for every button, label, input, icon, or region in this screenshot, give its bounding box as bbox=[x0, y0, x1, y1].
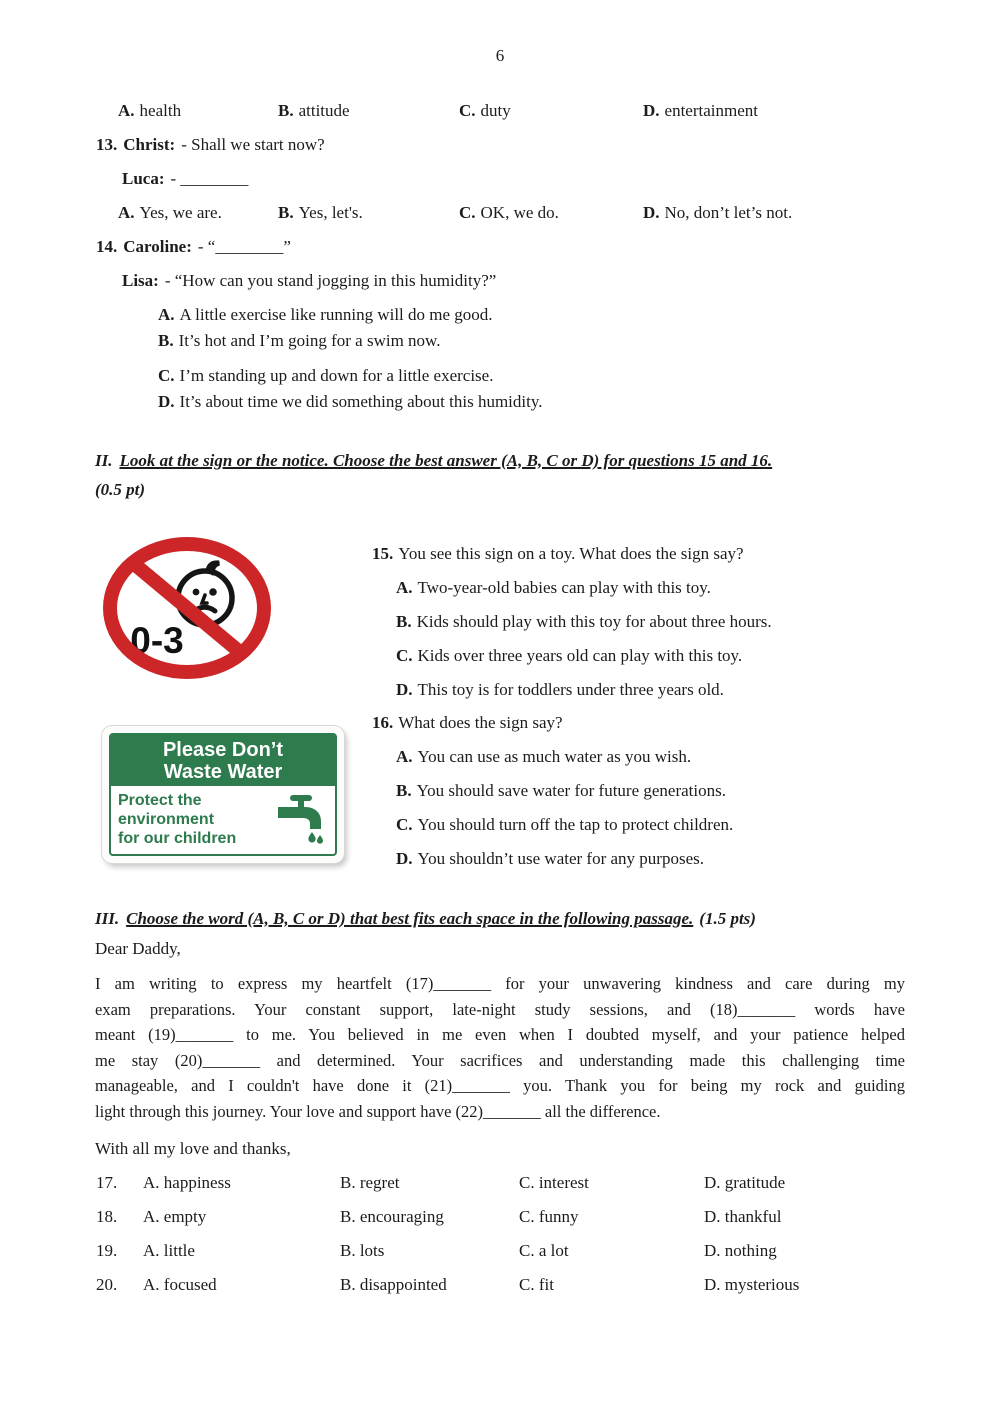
letter-salutation: Dear Daddy, bbox=[95, 939, 181, 958]
option-text: I’m standing up and down for a little exercise. bbox=[179, 366, 494, 385]
question-text: You see this sign on a toy. What does the sign say? bbox=[398, 544, 744, 563]
question-15 bbox=[372, 543, 942, 713]
option-text: You can use as much water as you wish. bbox=[417, 747, 692, 766]
option-c bbox=[459, 100, 643, 122]
option-letter: C. bbox=[158, 366, 175, 385]
question-15-option-d bbox=[396, 679, 942, 701]
option-letter: C. bbox=[459, 203, 476, 222]
option-letter: B. bbox=[158, 331, 174, 350]
option-text: Yes, let's. bbox=[298, 203, 363, 222]
option-text: entertainment bbox=[664, 101, 758, 120]
passage-line: I am writing to express my heartfelt (17)_______ for your unwavering kindness and care during my bbox=[95, 974, 905, 993]
option-text: duty bbox=[480, 101, 511, 120]
option-text: No, don’t let’s not. bbox=[664, 203, 793, 222]
option-text: attitude bbox=[298, 101, 350, 120]
question-14-option-b bbox=[158, 330, 440, 352]
option-text: Kids over three years old can play with this toy. bbox=[417, 646, 743, 665]
sign-body bbox=[111, 786, 335, 854]
question-14-option-c bbox=[158, 365, 493, 387]
section-3-points: (1.5 pts) bbox=[699, 909, 756, 928]
option-letter: B. bbox=[396, 612, 412, 631]
question-13-prompt bbox=[96, 134, 325, 156]
answer-blank: - ________ bbox=[170, 169, 249, 188]
question-15-option-b bbox=[396, 611, 942, 633]
option-a: A. happiness bbox=[143, 1173, 231, 1192]
option-letter: A. bbox=[118, 101, 135, 120]
question-16-option-c bbox=[396, 814, 942, 836]
question-16-option-a bbox=[396, 746, 942, 768]
section-number: II. bbox=[95, 451, 113, 470]
option-c: C. fit bbox=[519, 1275, 554, 1294]
age-restriction-sign bbox=[102, 536, 272, 681]
answer-blank: - “________” bbox=[197, 237, 291, 256]
option-b: B. encouraging bbox=[340, 1207, 444, 1226]
sign-title-line1: Please Don’t bbox=[162, 739, 284, 761]
speaker-name: Caroline: bbox=[123, 237, 192, 256]
option-text: You shouldn’t use water for any purposes. bbox=[417, 849, 704, 868]
section-2-heading bbox=[95, 446, 772, 504]
question-14-option-d bbox=[158, 391, 542, 413]
cloze-number: 19. bbox=[96, 1241, 118, 1260]
question-14-prompt bbox=[96, 236, 291, 258]
water-drop-icon bbox=[308, 832, 315, 843]
option-text: This toy is for toddlers under three years old. bbox=[417, 680, 724, 699]
question-16-option-b bbox=[396, 780, 942, 802]
speaker-name: Lisa: bbox=[122, 271, 159, 290]
cloze-row-18 bbox=[96, 1206, 926, 1230]
question-16-option-d bbox=[396, 848, 942, 870]
sign-title-line2: Waste Water bbox=[163, 761, 283, 783]
page-number: 6 bbox=[495, 46, 505, 65]
question-14-option-a bbox=[158, 304, 493, 326]
option-d bbox=[643, 100, 758, 122]
speaker-text: - “How can you stand jogging in this humidity?” bbox=[164, 271, 497, 290]
cloze-row-19 bbox=[96, 1240, 926, 1264]
cloze-number: 18. bbox=[96, 1207, 118, 1226]
option-text: It’s hot and I’m going for a swim now. bbox=[178, 331, 441, 350]
option-b: B. regret bbox=[340, 1173, 400, 1192]
option-b: B. lots bbox=[340, 1241, 385, 1260]
question-12-options-row bbox=[118, 100, 918, 122]
option-letter: B. bbox=[278, 203, 294, 222]
question-number: 16. bbox=[372, 713, 394, 732]
age-label: 0-3 bbox=[130, 620, 184, 661]
faucet-icon bbox=[274, 794, 330, 846]
dont-waste-water-sign bbox=[102, 726, 344, 863]
option-d: D. gratitude bbox=[704, 1173, 786, 1192]
speaker-name: Luca: bbox=[122, 169, 165, 188]
section-3-heading bbox=[95, 904, 756, 933]
option-letter: D. bbox=[158, 392, 175, 411]
passage-line: manageable, and I couldn't have done it (21)_______ you. Thank you for being my rock and guiding bbox=[95, 1076, 905, 1096]
question-16 bbox=[372, 712, 942, 882]
passage-line: light through this journey. Your love and support have (22)_______ all the difference. bbox=[95, 1101, 661, 1121]
option-d: D. nothing bbox=[704, 1241, 777, 1260]
option-text: OK, we do. bbox=[480, 203, 559, 222]
sign-body-line3: for our children bbox=[118, 830, 237, 847]
question-number: 13. bbox=[96, 135, 118, 154]
option-a bbox=[118, 100, 278, 122]
section-2-heading-line1 bbox=[95, 446, 772, 475]
question-15-option-c bbox=[396, 645, 942, 667]
cloze-number: 17. bbox=[96, 1173, 118, 1192]
sign-body-line1: Protect the bbox=[118, 792, 202, 809]
option-b bbox=[278, 202, 459, 224]
section-2-points: (0.5 pt) bbox=[95, 480, 146, 499]
option-c: C. a lot bbox=[519, 1241, 569, 1260]
letter-closing: With all my love and thanks, bbox=[95, 1139, 291, 1158]
option-letter: D. bbox=[643, 101, 660, 120]
sign-inner-frame bbox=[109, 733, 337, 856]
cloze-row-20 bbox=[96, 1274, 926, 1298]
question-number: 15. bbox=[372, 544, 394, 563]
question-16-text bbox=[372, 712, 942, 734]
question-14-reply bbox=[122, 270, 496, 292]
speaker-name: Christ: bbox=[123, 135, 176, 154]
option-b: B. disappointed bbox=[340, 1275, 447, 1294]
section-number: III. bbox=[95, 909, 120, 928]
option-text: Two-year-old babies can play with this toy. bbox=[417, 578, 711, 597]
sign-body-line2: environment bbox=[118, 811, 215, 828]
option-letter: D. bbox=[396, 849, 413, 868]
option-letter: D. bbox=[643, 203, 660, 222]
option-a: A. focused bbox=[143, 1275, 217, 1294]
option-a: A. empty bbox=[143, 1207, 207, 1226]
option-c bbox=[459, 202, 643, 224]
option-letter: B. bbox=[396, 781, 412, 800]
cloze-number: 20. bbox=[96, 1275, 118, 1294]
water-drop-icon bbox=[317, 835, 323, 844]
option-d: D. mysterious bbox=[704, 1275, 800, 1294]
section-title: Choose the word (A, B, C or D) that best fits each space in the following passage. bbox=[126, 909, 694, 928]
option-text: Yes, we are. bbox=[139, 203, 222, 222]
option-text: health bbox=[139, 101, 182, 120]
option-letter: A. bbox=[396, 578, 413, 597]
option-b bbox=[278, 100, 459, 122]
question-13-reply bbox=[122, 168, 248, 190]
sign-body-text bbox=[118, 791, 274, 848]
speaker-text: - Shall we start now? bbox=[181, 135, 325, 154]
question-13-options-row bbox=[118, 202, 918, 224]
option-a: A. little bbox=[143, 1241, 195, 1260]
option-letter: C. bbox=[396, 646, 413, 665]
option-text: It’s about time we did something about this humidity. bbox=[179, 392, 543, 411]
question-15-text bbox=[372, 543, 942, 565]
option-letter: A. bbox=[396, 747, 413, 766]
cloze-row-17 bbox=[96, 1172, 926, 1196]
question-text: What does the sign say? bbox=[398, 713, 563, 732]
option-letter: A. bbox=[158, 305, 175, 324]
option-d: D. thankful bbox=[704, 1207, 782, 1226]
passage-line: exam preparations. Your constant support, late-night study sessions, and (18)_______ words have bbox=[95, 999, 905, 1019]
option-text: You should turn off the tap to protect children. bbox=[417, 815, 734, 834]
option-a bbox=[118, 202, 278, 224]
option-letter: D. bbox=[396, 680, 413, 699]
question-15-option-a bbox=[396, 577, 942, 599]
question-number: 14. bbox=[96, 237, 118, 256]
option-text: You should save water for future generations. bbox=[416, 781, 726, 800]
option-text: Kids should play with this toy for about three hours. bbox=[416, 612, 772, 631]
sign-title-band bbox=[111, 735, 335, 786]
passage-line: me stay (20)_______ and determined. Your sacrifices and understanding made this challenging time bbox=[95, 1050, 905, 1070]
option-c: C. interest bbox=[519, 1173, 589, 1192]
option-d bbox=[643, 202, 792, 224]
option-text: A little exercise like running will do me good. bbox=[179, 305, 493, 324]
option-c: C. funny bbox=[519, 1207, 579, 1226]
option-letter: C. bbox=[396, 815, 413, 834]
letter-passage bbox=[95, 971, 905, 1125]
option-letter: A. bbox=[118, 203, 135, 222]
option-letter: C. bbox=[459, 101, 476, 120]
option-letter: B. bbox=[278, 101, 294, 120]
section-title: Look at the sign or the notice. Choose the best answer (A, B, C or D) for questions 15 and 16. bbox=[119, 451, 773, 470]
passage-line: meant (19)_______ to me. You believed in me even when I doubted myself, and your patience helped bbox=[95, 1025, 905, 1045]
